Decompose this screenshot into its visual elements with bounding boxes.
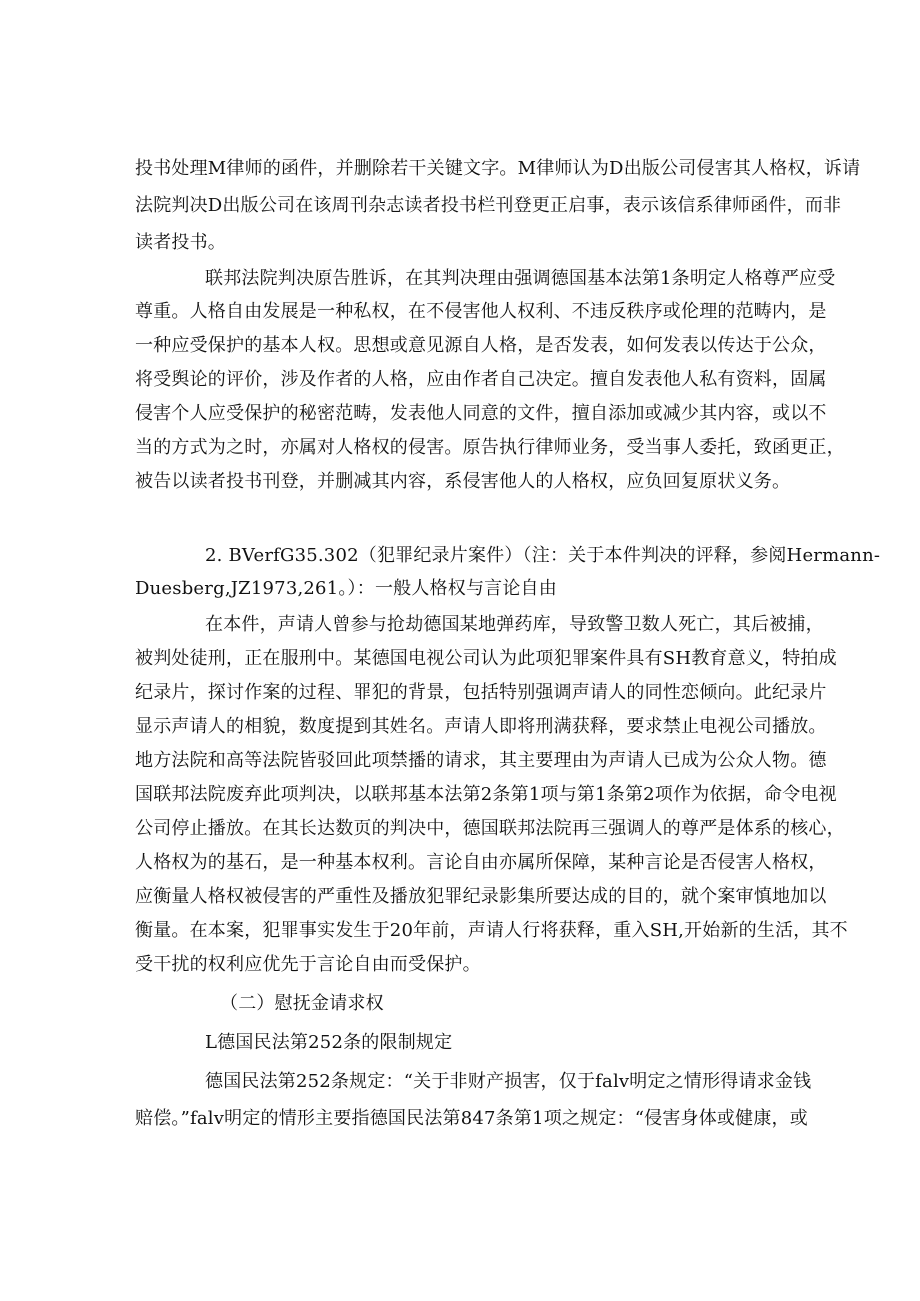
case-heading-line-2: Duesberg,JZ1973,261。）：一般人格权与言论自由 — [135, 578, 557, 599]
paragraph-3-line-11: 受干扰的权利应优先于言论自由而受保护。 — [135, 954, 481, 975]
paragraph-3-line-8: 人格权为的基石，是一种基本权利。言论自由亦属所保障，某种言论是否侵害人格权， — [135, 852, 827, 873]
paragraph-1-line-3: 读者投书。 — [135, 232, 226, 253]
paragraph-2-line-3: 一种应受保护的基本人权。思想或意见源自人格，是否发表，如何发表以传达于公众， — [135, 335, 827, 356]
subsection-heading: L德国民法第252条的限制规定 — [205, 1032, 453, 1053]
paragraph-4-line-1: 德国民法第252条规定：“关于非财产损害，仅于falv明定之情形得请求金钱 — [205, 1071, 812, 1092]
paragraph-2-line-6: 当的方式为之时，亦属对人格权的侵害。原告执行律师业务，受当事人委托，致函更正， — [135, 437, 845, 458]
paragraph-2-line-5: 侵害个人应受保护的秘密范畴，发表他人同意的文件，擅自添加或减少其内容，或以不 — [135, 403, 827, 424]
paragraph-2-line-7: 被告以读者投书刊登，并删减其内容，系侵害他人的人格权，应负回复原状义务。 — [135, 471, 791, 492]
paragraph-3-line-3: 纪录片，探讨作案的过程、罪犯的背景，包括特别强调声请人的同性恋倾向。此纪录片 — [135, 682, 827, 703]
case-heading-line-1: 2. BVerfG35.302（犯罪纪录片案件）（注：关于本件判决的评释，参阅Hermann- — [205, 545, 881, 566]
paragraph-3-line-7: 公司停止播放。在其长达数页的判决中，德国联邦法院再三强调人的尊严是体系的核心， — [135, 818, 845, 839]
section-heading: （二）慰抚金请求权 — [220, 993, 384, 1014]
paragraph-3-line-5: 地方法院和高等法院皆驳回此项禁播的请求，其主要理由为声请人已成为公众人物。德 — [135, 750, 827, 771]
paragraph-3-line-9: 应衡量人格权被侵害的严重性及播放犯罪纪录影集所要达成的目的，就个案审慎地加以 — [135, 886, 827, 907]
paragraph-2-line-4: 将受舆论的评价，涉及作者的人格，应由作者自己决定。擅自发表他人私有资料，固属 — [135, 369, 827, 390]
paragraph-1-line-1: 投书处理M律师的函件，并删除若干关键文字。M律师认为D出版公司侵害其人格权，诉请 — [135, 158, 861, 179]
paragraph-1-line-2: 法院判决D出版公司在该周刊杂志读者投书栏刊登更正启事，表示该信系律师函件，而非 — [135, 195, 842, 216]
paragraph-3-line-2: 被判处徒刑，正在服刑中。某德国电视公司认为此项犯罪案件具有SH教育意义，特拍成 — [135, 648, 837, 669]
paragraph-3-line-1: 在本件，声请人曾参与抢劫德国某地弹药库，导致警卫数人死亡，其后被捕， — [205, 614, 824, 635]
paragraph-2-line-2: 尊重。人格自由发展是一种私权，在不侵害他人权利、不违反秩序或伦理的范畴内，是 — [135, 301, 827, 322]
paragraph-3-line-4: 显示声请人的相貌，数度提到其姓名。声请人即将刑满获释，要求禁止电视公司播放。 — [135, 716, 827, 737]
paragraph-2-line-1: 联邦法院判决原告胜诉，在其判决理由强调德国基本法第1条明定人格尊严应受 — [205, 268, 836, 289]
paragraph-4-line-2: 赔偿。”falv明定的情形主要指德国民法第847条第1项之规定：“侵害身体或健康，或 — [135, 1108, 808, 1129]
paragraph-3-line-6: 国联邦法院废弃此项判决，以联邦基本法第2条第1项与第1条第2项作为依据，命令电视 — [135, 784, 837, 805]
paragraph-3-line-10: 衡量。在本案，犯罪事实发生于20年前，声请人行将获释，重入SH,开始新的生活，其不 — [135, 920, 848, 941]
